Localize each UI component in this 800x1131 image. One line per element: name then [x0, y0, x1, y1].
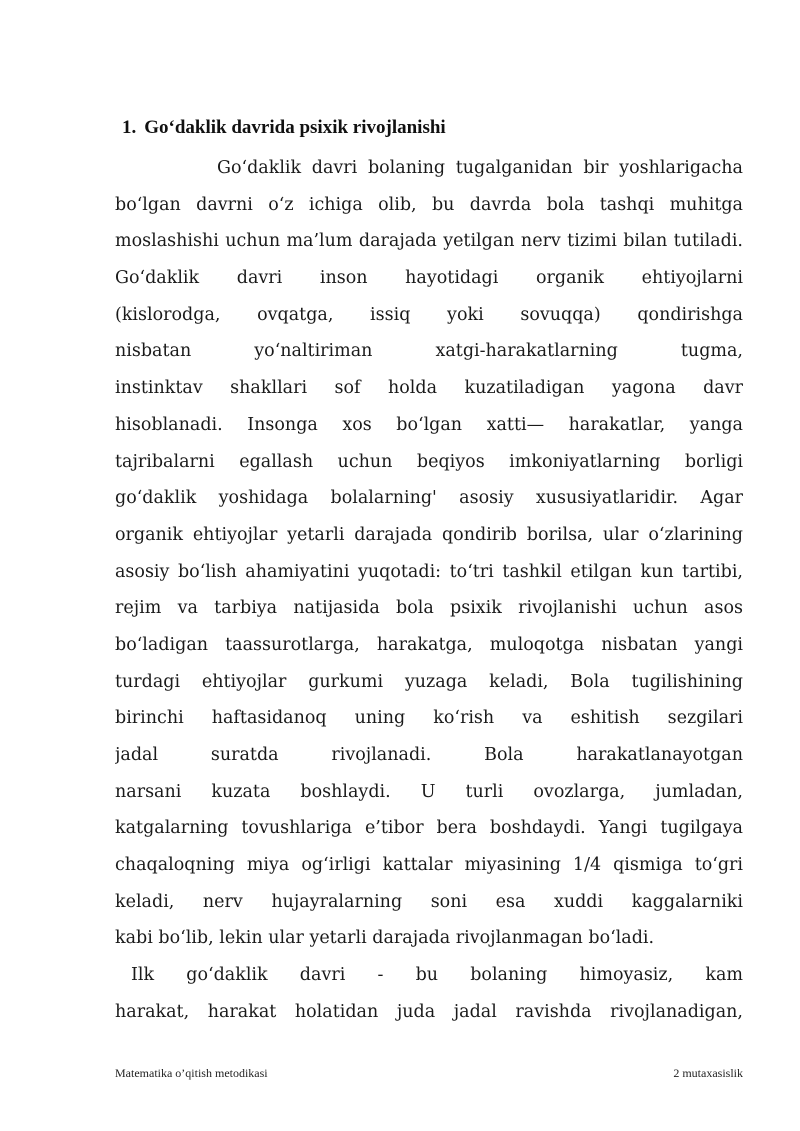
text-line: go‘daklik yoshidaga bolalarning' asosiy xususiyatlaridir. Agar	[115, 488, 743, 509]
text-line: Go‘daklik davri bolaning tugalganidan bir yoshlarigacha	[217, 158, 743, 178]
text-line: keladi, nerv hujayralarning soni esa xuddi kaggalarniki	[115, 891, 743, 912]
section-title: Go‘daklik davrida psixik rivojlanishi	[144, 117, 446, 138]
text-line: katgalarning tovushlariga e’tibor bera boshdaydi. Yangi tugilgaya	[115, 818, 743, 839]
text-line: nisbatan yo‘naltiriman xatgi-harakatlarning tugma,	[115, 341, 743, 362]
text-line: narsani kuzata boshlaydi. U turli ovozlarga, jumladan,	[115, 781, 743, 802]
text-line: tajribalarni egallash uchun beqiyos imkoniyatlarning borligi	[115, 451, 743, 472]
text-line: bo‘lgan davrni o‘z ichiga olib, bu davrda bola tashqi muhitga	[115, 194, 743, 215]
text-line: kabi bo‘lib, lekin ular yetarli darajada rivojlanmagan bo‘ladi.	[115, 928, 655, 949]
section-heading	[122, 117, 446, 139]
text-line: chaqaloqning miya og‘irligi kattalar miyasining 1/4 qismiga to‘gri	[115, 855, 743, 876]
text-line: harakat, harakat holatidan juda jadal ravishda rivojlanadigan,	[115, 1001, 743, 1022]
text-line: rejim va tarbiya natijasida bola psixik rivojlanishi uchun asos	[115, 598, 743, 619]
text-line: (kislorodga, ovqatga, issiq yoki sovuqqa) qondirishga	[115, 304, 743, 325]
text-line: jadal suratda rivojlanadi. Bola harakatlanayotgan	[115, 745, 743, 765]
text-line: moslashishi uchun ma’lum darajada yetilgan nerv tizimi bilan tutiladi.	[115, 231, 743, 252]
body-text	[115, 150, 743, 1031]
text-line: asosiy bo‘lish ahamiyatini yuqotadi: to‘tri tashkil etilgan kun tartibi,	[115, 561, 743, 582]
text-line: organik ehtiyojlar yetarli darajada qondirib borilsa, ular o‘zlarining	[115, 524, 743, 545]
footer-left: Matematika o’qitish metodikasi	[115, 1066, 268, 1080]
text-line: bo‘ladigan taassurotlarga, harakatga, muloqotga nisbatan yangi	[115, 634, 743, 655]
section-number: 1.	[122, 117, 137, 138]
text-line: Ilk go‘daklik davri - bu bolaning himoyasiz, kam	[131, 965, 743, 986]
text-line: instinktav shakllari sof holda kuzatiladigan yagona davr	[115, 378, 743, 399]
text-line: Go‘daklik davri inson hayotidagi organik ehtiyojlarni	[115, 268, 743, 289]
text-line: hisoblanadi. Insonga xos bo‘lgan xatti— harakatlar, yanga	[115, 414, 743, 435]
text-line: birinchi haftasidanoq uning ko‘rish va eshitish sezgilari	[115, 708, 743, 729]
footer-right: 2 mutaxasislik	[673, 1066, 743, 1080]
text-line: turdagi ehtiyojlar gurkumi yuzaga keladi, Bola tugilishining	[115, 671, 743, 692]
